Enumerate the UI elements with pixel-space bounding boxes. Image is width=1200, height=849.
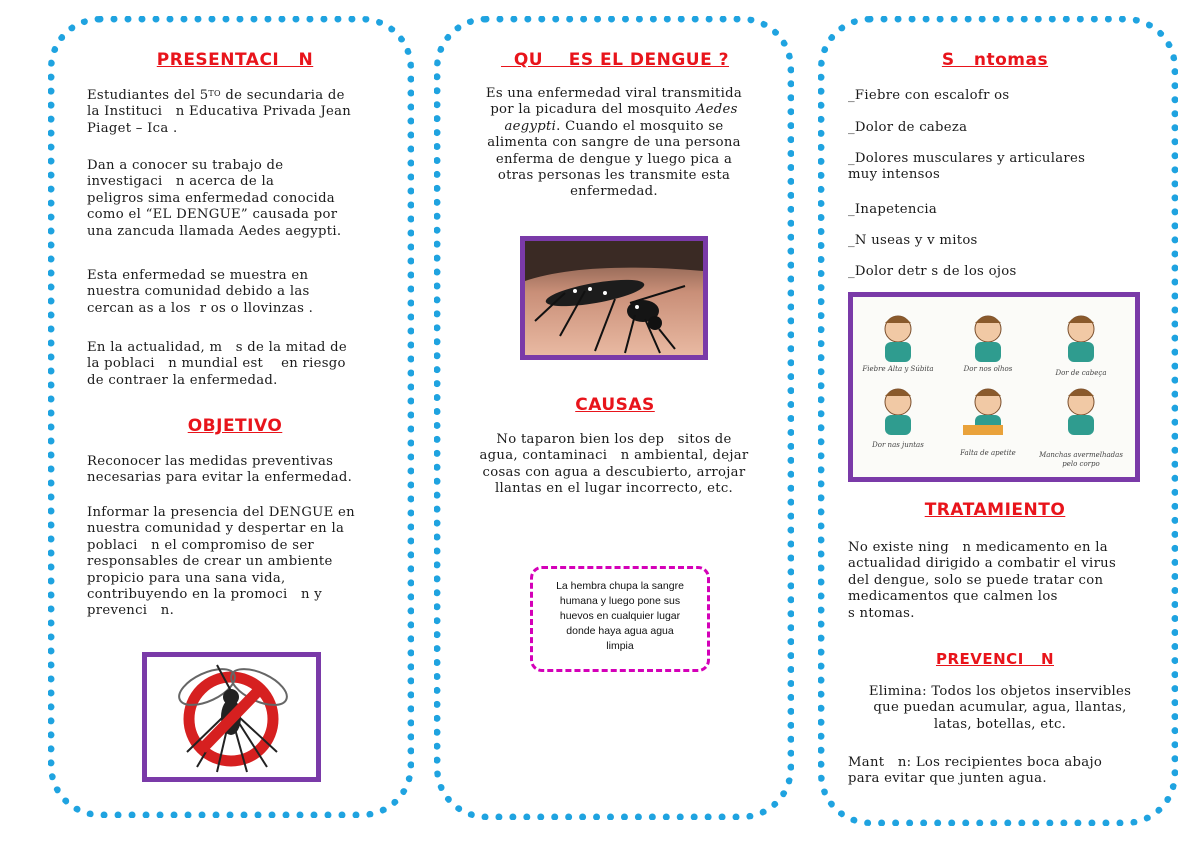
caption-cabeza: Dor de cabeça [1055,369,1107,377]
tratamiento-heading: TRATAMIENTO [924,500,1066,520]
prevencion-elimina: Elimina: Todos los objetos inservibles que puedan acumular, agua, llantas, latas, botellas, etc. [868,684,1132,732]
sick-boy-figures-icon [853,297,1135,477]
sintomas-heading: S ntomas [941,50,1049,70]
caption-fiebre: Fiebre Alta y Súbita [862,365,934,373]
caption-ojos: Dor nos olhos [963,365,1013,373]
causas-paragraph: No taparon bien los dep sitos de agua, contaminaci n ambiental, dejar cosas con agua a descubierto, arrojar llantas en el lugar incorrecto, etc. [479,432,749,497]
caption-manchas: Manchas avermelhadas [1039,451,1123,459]
que-es-el-dengue-heading: QU ES EL DENGUE ? [500,50,729,70]
symptom-inapetencia: _Inapetencia [848,202,938,217]
para-actualidad: En la actualidad, m s de la mitad de la poblaci n mundial est en riesgo de contraer la enfermedad. [87,340,347,388]
intro-paragraph: Estudiantes del $5^{TO}$ de secundaria de la Instituci n Educativa Privada Jean Piaget – Ica . [87,88,352,136]
caption-juntas: Dor nas juntas [872,441,924,449]
symptoms-illustration [848,292,1140,482]
symptom-fiebre: _Fiebre con escalofr os [848,88,1010,103]
objetivo-paragraph-1: Reconocer las medidas preventivas necesarias para evitar la enfermedad. [87,454,353,486]
tratamiento-paragraph: No existe ning n medicamento en la actualidad dirigido a combatir el virus del dengue, solo se puede tratar con medicamentos que calmen los s ntomas. [848,540,1117,621]
no-mosquito-image [142,652,321,782]
para-comunidad: Esta enfermedad se muestra en nuestra comunidad debido a las cercan as a los r os o llovinzas . [87,268,314,316]
no-mosquito-icon [147,657,316,777]
prevencion-manten: Mant n: Los recipientes boca abajo para evitar que junten agua. [848,755,1103,787]
symptom-dolor-ojos: _Dolor detr s de los ojos [848,264,1017,279]
symptom-nauseas: _N useas y v mitos [848,233,978,248]
objetivo-heading: OBJETIVO [187,416,283,436]
caption-pelo-corpo: pelo corpo [1062,460,1100,468]
causas-heading: CAUSAS [575,395,655,415]
mosquito-photo [520,236,708,360]
prevencion-heading: PREVENCI N [935,650,1054,668]
mosquito-note-box: La hembra chupa la sangre humana y luego pone sus huevos en cualquier lugar donde haya agua agua limpia [530,566,710,672]
mosquito-icon [525,241,703,355]
presentacion-heading: PRESENTACI N [156,50,314,70]
symptom-dolor-cabeza: _Dolor de cabeza [848,120,968,135]
caption-apetite: Falta de apetite [960,449,1016,457]
objetivo-paragraph-2: Informar la presencia del DENGUE en nuestra comunidad y despertar en la poblaci n el compromiso de ser responsables de crear un ambiente propicio para una sana vida, contribuyendo en la promoci n y prevenci n. [87,505,355,619]
symptom-dolores-musculares: _Dolores musculares y articulares muy intensos [848,151,1086,183]
dengue-definition: Es una enfermedad viral transmitida por la picadura del mosquito Aedes aegypti. Cuando el mosquito se alimenta con sangre de una persona enferma de dengue y luego pica a otras personas les transmite esta enfermedad. [485,86,743,200]
para-investigacion: Dan a conocer su trabajo de investigaci n acerca de la peligros sima enfermedad conocida como el “EL DENGUE” causada por una zancuda llamada Aedes aegypti. [87,158,342,239]
